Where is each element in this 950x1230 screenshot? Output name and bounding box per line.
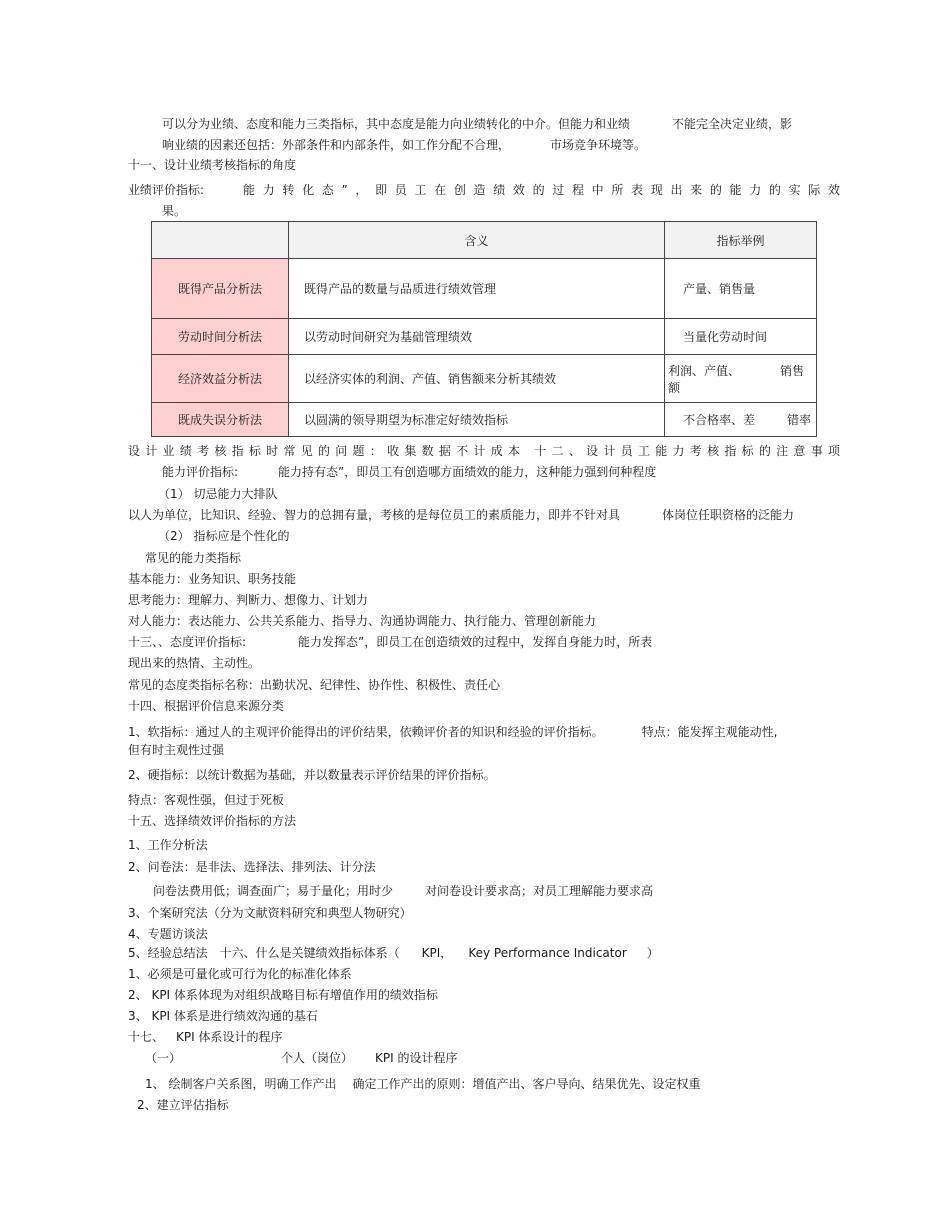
paragraph-text: ）	[646, 946, 659, 960]
ability-item-2: （2） 指标应是个性化的	[158, 529, 290, 543]
example-text: 错率	[787, 413, 812, 427]
paragraph-text: 对问卷设计要求高；对员工理解能力要求高	[425, 884, 654, 898]
basic-ability: 基本能力：业务知识、职务技能	[128, 572, 297, 586]
hard-indicator-feature: 特点：客观性强，但过于死板	[128, 793, 285, 807]
soft-indicator	[128, 724, 777, 740]
method-cell: 经济效益分析法	[152, 355, 289, 403]
section-11-heading: 十一、设计业绩考核指标的角度	[128, 158, 297, 172]
performance-analysis-table	[151, 221, 817, 437]
ability-item-1: （1） 切忌能力大排队	[158, 487, 278, 501]
section-12-line	[128, 443, 840, 459]
ability-item-1-text	[128, 507, 794, 523]
paragraph-text: 特点：能发挥主观能动性,	[641, 725, 778, 739]
paragraph-text: KPI，	[421, 946, 453, 960]
eval-label: 业绩评价指标:	[128, 183, 205, 197]
table-row	[152, 259, 817, 319]
method-cell: 既成失误分析法	[152, 403, 289, 437]
example-text: 不合格率、差	[683, 413, 756, 427]
intro-text: 不能完全决定业绩，影	[672, 117, 793, 131]
paragraph-text: 以人为单位，比知识、经验、智力的总拥有量，考核的是每位员工的素质能力，即并不针对具	[128, 508, 621, 522]
table-row	[152, 319, 817, 355]
example-cell: 产量、销售量	[665, 259, 817, 319]
kpi-step-2: 2、建立评估指标	[137, 1098, 229, 1112]
common-attitude: 常见的态度类指标名称：出勤状况、纪律性、协作性、积极性、责任心	[128, 678, 501, 692]
paragraph-text: Key Performance Indicator	[468, 946, 627, 960]
paragraph-text: 5、经验总结法	[128, 946, 208, 960]
example-cell	[665, 355, 817, 403]
intro-text: 响业绩的因素还包括：外部条件和内部条件，如工作分配不合理，	[162, 138, 511, 152]
intro-line-1	[162, 116, 792, 132]
hard-indicator: 2、硬指标：以统计数据为基础，并以数量表示评价结果的评价指标。	[128, 768, 496, 782]
intro-line-2	[162, 137, 646, 153]
method-cell: 既得产品分析法	[152, 259, 289, 319]
intro-text: 市场竞争环境等。	[550, 138, 647, 152]
thinking-ability: 思考能力：理解力、判断力、想像力、计划力	[128, 593, 369, 607]
questionnaire-note	[153, 883, 653, 899]
example-cell	[665, 403, 817, 437]
kpi-point: 3、 KPI 体系是进行绩效沟通的基石	[128, 1009, 318, 1023]
eval-text: 能力转化态”，即员工在创造绩效的过程中所表现出来的能力的实际效	[243, 183, 840, 197]
table-header-cell: 指标举例	[665, 222, 817, 259]
table-header-cell	[152, 222, 289, 259]
example-text: 利润、产值、	[668, 363, 741, 378]
common-ability-heading: 常见的能力类指标	[145, 551, 242, 565]
section-15-heading: 十五、选择绩效评价指标的方法	[128, 814, 297, 828]
meaning-cell: 以经济实体的利润、产值、销售额来分析其绩效	[289, 355, 665, 403]
section-16-heading: 十六、什么是关键绩效指标体系（	[219, 946, 400, 960]
method-item: 1、工作分析法	[128, 838, 208, 852]
attitude-text: 能力发挥态”，即员工在创造绩效的过程中，发挥自身能力时，所表	[298, 635, 653, 649]
soft-indicator-cont: 但有时主观性过强	[128, 743, 225, 757]
meaning-cell: 既得产品的数量与品质进行绩效管理	[289, 259, 665, 319]
paragraph-text: 1、 绘制客户关系图，明确工作产出	[145, 1077, 337, 1091]
interpersonal-ability: 对人能力：表达能力、公共关系能力、指导力、沟通协调能力、执行能力、管理创新能力	[128, 614, 597, 628]
table-row	[152, 403, 817, 437]
paragraph-text: 确定工作产出的原则：增值产出、客户导向、结果优先、设定权重	[352, 1077, 701, 1091]
kpi-point: 2、 KPI 体系体现为对组织战略目标有增值作用的绩效指标	[128, 988, 438, 1002]
section-17-heading	[128, 1029, 282, 1045]
section-12-heading: 十二、设计员工能力考核指标的注意事项	[534, 444, 840, 458]
kpi-step-1	[145, 1076, 700, 1092]
method-item: 4、专题访谈法	[128, 927, 208, 941]
paragraph-text: 十七、	[128, 1030, 165, 1044]
meaning-cell: 以圆满的领导期望为标准定好绩效指标	[289, 403, 665, 437]
attitude-text-cont: 现出来的热情、主动性。	[128, 656, 261, 670]
ability-label: 能力评价指标:	[162, 465, 239, 479]
paragraph-text: 体岗位任职资格的泛能力	[662, 508, 795, 522]
paragraph-text: 问卷法费用低；调查面广；易于量化；用时少	[153, 884, 394, 898]
method-cell: 劳动时间分析法	[152, 319, 289, 355]
kpi-point: 1、必须是可量化或可行为化的标准化体系	[128, 967, 352, 981]
table-header-cell: 含义	[289, 222, 665, 259]
paragraph-text: 1、软指标：通过人的主观评价能得出的评价结果，依赖评价者的知识和经验的评价指标。	[128, 725, 604, 739]
intro-text: 可以分为业绩、态度和能力三类指标，其中态度是能力向业绩转化的中介。但能力和业绩	[162, 117, 631, 131]
method-item	[128, 945, 659, 961]
common-problem-text: 设计业绩考核指标时常见的问题：收集数据不计成本	[128, 444, 526, 458]
table-header-row	[152, 222, 817, 259]
paragraph-text: （一）	[145, 1051, 182, 1065]
paragraph-text: KPI 体系设计的程序	[176, 1030, 283, 1044]
paragraph-text: 个人（岗位）	[281, 1051, 354, 1065]
kpi-subheading	[145, 1050, 458, 1066]
meaning-cell: 以劳动时间研究为基础管理绩效	[289, 319, 665, 355]
table-row	[152, 355, 817, 403]
section-14-heading: 十四、根据评价信息来源分类	[128, 699, 285, 713]
paragraph-text: KPI 的设计程序	[375, 1051, 458, 1065]
example-text: 销售额	[668, 363, 805, 395]
example-cell: 当量化劳动时间	[665, 319, 817, 355]
eval-text-cont: 果。	[162, 204, 187, 218]
method-item: 3、个案研究法（分为文献资料研究和典型人物研究）	[128, 906, 412, 920]
method-item: 2、问卷法：是非法、选择法、排列法、计分法	[128, 860, 376, 874]
section-13-label: 十三、、态度评价指标:	[128, 635, 247, 649]
ability-text: 能力持有态”，即员工有创造哪方面绩效的能力，这种能力强到何种程度	[278, 465, 657, 479]
